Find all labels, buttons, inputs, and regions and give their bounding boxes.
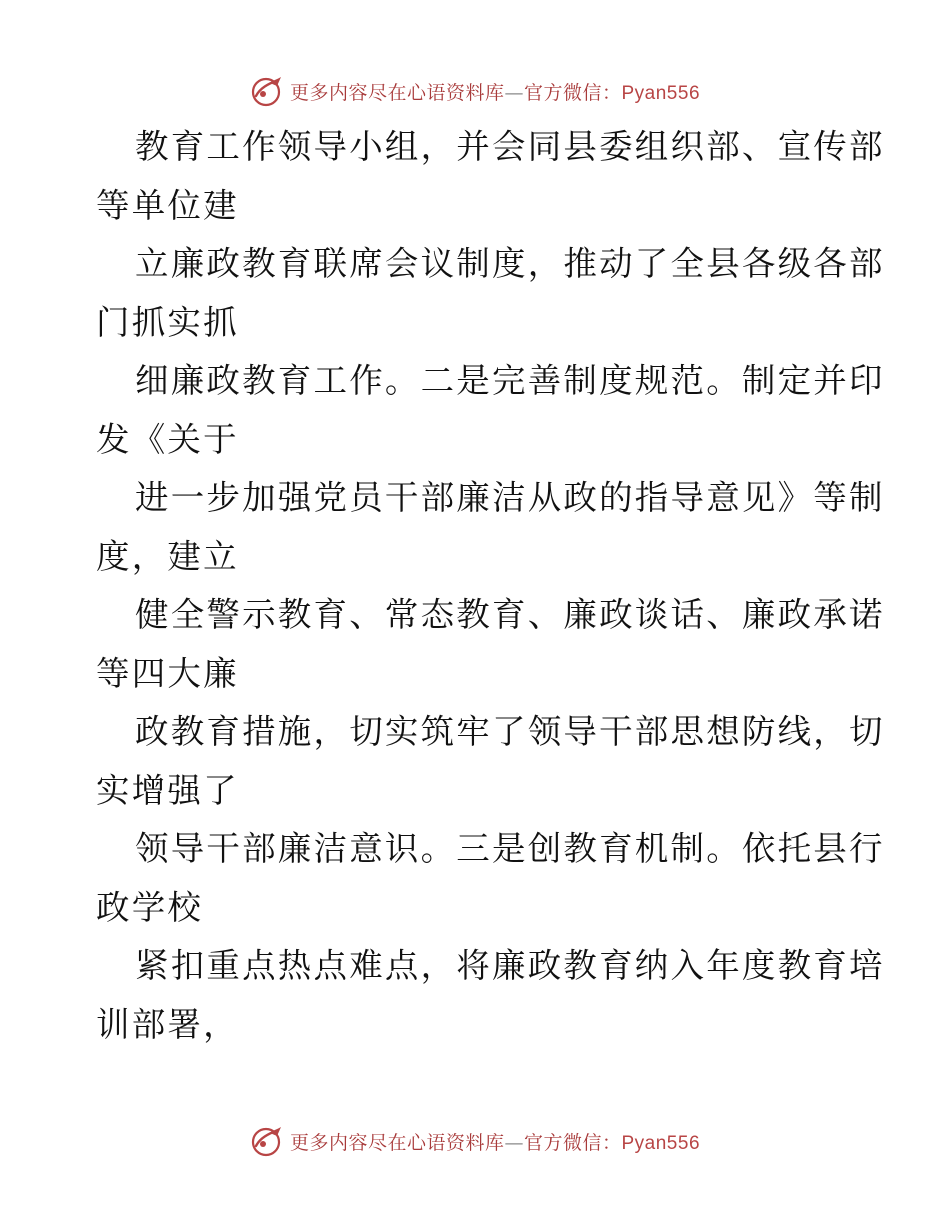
text-line: 进一步加强党员干部廉洁从政的指导意见》等制 [135, 478, 885, 517]
text-line: 紧扣重点热点难点，将廉政教育纳入年度教育培 [135, 946, 885, 985]
watermark-site-name: 更多内容尽在心语资料库 [289, 1131, 505, 1154]
watermark-site-name: 更多内容尽在心语资料库 [289, 81, 505, 104]
header-watermark [0, 71, 950, 111]
pen-logo-icon [250, 74, 284, 108]
text-line: 实增强了 [96, 770, 239, 810]
text-line: 门抓实抓 [96, 302, 239, 342]
watermark-contact-id: Pyan556 [621, 1132, 701, 1154]
text-line: 健全警示教育、常态教育、廉政谈话、廉政承诺 [135, 595, 885, 634]
document-body [96, 118, 885, 1054]
text-line: 等四大廉 [96, 653, 239, 693]
text-line: 领导干部廉洁意识。三是创教育机制。依托县行 [135, 829, 885, 868]
watermark-text [290, 1128, 700, 1155]
text-line: 训部署， [96, 1004, 239, 1044]
text-line: 细廉政教育工作。二是完善制度规范。制定并印 [135, 361, 885, 400]
footer-watermark [0, 1121, 950, 1161]
text-line: 政教育措施，切实筑牢了领导干部思想防线，切 [135, 712, 885, 751]
text-line: 度，建立 [96, 536, 239, 576]
pen-logo-icon [250, 1124, 284, 1158]
text-line: 发《关于 [96, 419, 239, 459]
text-line: 等单位建 [96, 185, 239, 225]
watermark-dash: — [504, 81, 524, 104]
watermark-contact-label: 官方微信： [523, 1131, 622, 1154]
text-line: 立廉政教育联席会议制度，推动了全县各级各部 [135, 244, 885, 283]
text-line: 政学校 [96, 887, 204, 927]
watermark-contact-label: 官方微信： [523, 81, 622, 104]
watermark-text [290, 78, 700, 105]
watermark-contact-id: Pyan556 [621, 82, 701, 104]
text-line: 教育工作领导小组，并会同县委组织部、宣传部 [135, 127, 885, 166]
watermark-dash: — [504, 1131, 524, 1154]
